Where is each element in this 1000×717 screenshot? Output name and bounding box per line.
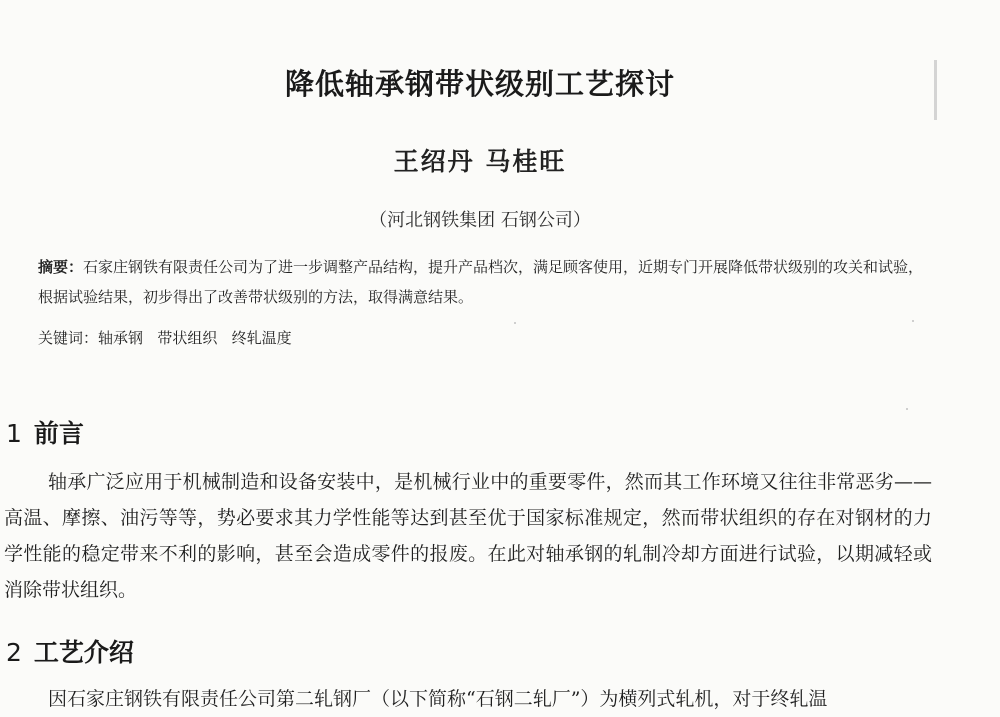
abstract bbox=[38, 252, 938, 312]
scan-speck bbox=[912, 320, 914, 322]
section-paragraph: 轴承广泛应用于机械制造和设备安装中，是机械行业中的重要零件，然而其工作环境又往往非常恶劣——高温、摩擦、油污等等，势必要求其力学性能等达到甚至优于国家标准规定，然而带状组织的存在对钢材的力学性能的稳定带来不利的影响，甚至会造成零件的报废。在此对轴承钢的轧制冷却方面进行试验，以期减轻或消除带状组织。 bbox=[4, 471, 932, 601]
keywords-label: 关键词： bbox=[38, 329, 99, 347]
abstract-label: 摘要： bbox=[38, 258, 84, 276]
abstract-text: 石家庄钢铁有限责任公司为了进一步调整产品结构，提升产品档次，满足顾客使用，近期专门开展降低带状级别的攻关和试验，根据试验结果，初步得出了改善带状级别的方法，取得满意结果。 bbox=[38, 258, 924, 306]
paper-affiliation: （河北钢铁集团 石钢公司） bbox=[369, 210, 591, 231]
section-title: 工艺介绍 bbox=[33, 638, 134, 667]
scan-speck bbox=[514, 322, 516, 324]
section-heading bbox=[6, 414, 84, 450]
section-paragraph: 因石家庄钢铁有限责任公司第二轧钢厂（以下简称“石钢二轧厂”）为横列式轧机，对于终轧温 bbox=[48, 688, 828, 710]
section-title: 前言 bbox=[33, 419, 84, 448]
section-number: 2 bbox=[6, 638, 22, 667]
section-heading bbox=[6, 633, 134, 669]
paper-authors: 王绍丹 马桂旺 bbox=[393, 147, 567, 176]
paper-title: 降低轴承钢带状级别工艺探讨 bbox=[284, 67, 675, 101]
scan-speck bbox=[906, 408, 908, 410]
section-number: 1 bbox=[6, 419, 22, 448]
keywords-text: 轴承钢 带状组织 终轧温度 bbox=[98, 329, 292, 347]
keywords bbox=[38, 326, 938, 350]
